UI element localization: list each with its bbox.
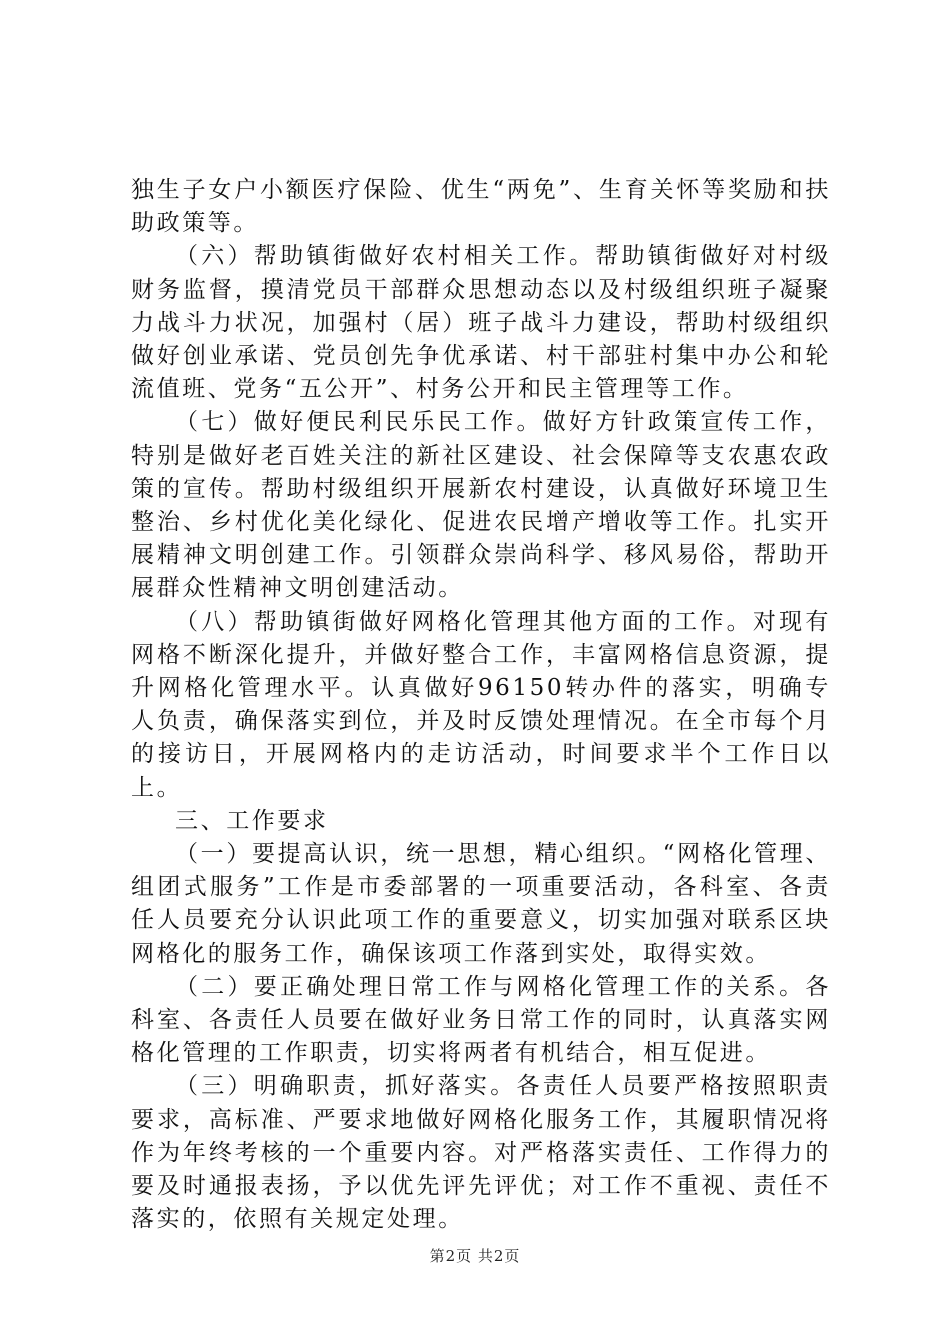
paragraph-item-7: （七）做好便民利民乐民工作。做好方针政策宣传工作，特别是做好老百姓关注的新社区建设、社会保障等支农惠农政策的宣传。帮助村级组织开展新农村建设，认真做好环境卫生整治、乡村优化美化绿化、促进农民增产增收等工作。扎实开展精神文明创建工作。引领群众崇尚科学、移风易俗，帮助开展群众性精神文明创建活动。 bbox=[131, 409, 831, 602]
paragraph-item-8: （八）帮助镇街做好网格化管理其他方面的工作。对现有网格不断深化提升，并做好整合工作，丰富网格信息资源，提升网格化管理水平。认真做好96150转办件的落实，明确专人负责，确保落实到位，并及时反馈处理情况。在全市每个月的接访日，开展网格内的走访活动，时间要求半个工作日以上。 bbox=[131, 608, 831, 801]
document-body bbox=[131, 174, 831, 1237]
paragraph-continuation: 独生子女户小额医疗保险、优生“两免”、生育关怀等奖励和扶助政策等。 bbox=[131, 177, 831, 237]
paragraph-item-6: （六）帮助镇街做好农村相关工作。帮助镇街做好对村级财务监督，摸清党员干部群众思想动态以及村级组织班子凝聚力战斗力状况，加强村（居）班子战斗力建设，帮助村级组织做好创业承诺、党员创先争优承诺、村干部驻村集中办公和轮流值班、党务“五公开”、村务公开和民主管理等工作。 bbox=[131, 243, 831, 403]
page-number-label: 第2页 共2页 bbox=[429, 1247, 521, 1265]
paragraph-requirement-1: （一）要提高认识，统一思想，精心组织。“网格化管理、组团式服务”工作是市委部署的一项重要活动，各科室、各责任人员要充分认识此项工作的重要意义，切实加强对联系区块网格化的服务工作，确保该项工作落到实处，取得实效。 bbox=[131, 841, 831, 967]
paragraph-requirement-3: （三）明确职责，抓好落实。各责任人员要严格按照职责要求，高标准、严要求地做好网格化服务工作，其履职情况将作为年终考核的一个重要内容。对严格落实责任、工作得力的要及时通报表扬，予以优先评先评优；对工作不重视、责任不落实的，依照有关规定处理。 bbox=[131, 1073, 831, 1233]
page-footer bbox=[0, 1245, 950, 1266]
paragraph-requirement-2: （二）要正确处理日常工作与网格化管理工作的关系。各科室、各责任人员要在做好业务日常工作的同时，认真落实网格化管理的工作职责，切实将两者有机结合，相互促进。 bbox=[131, 973, 831, 1067]
section-heading-work-requirements: 三、工作要求 bbox=[175, 807, 329, 834]
